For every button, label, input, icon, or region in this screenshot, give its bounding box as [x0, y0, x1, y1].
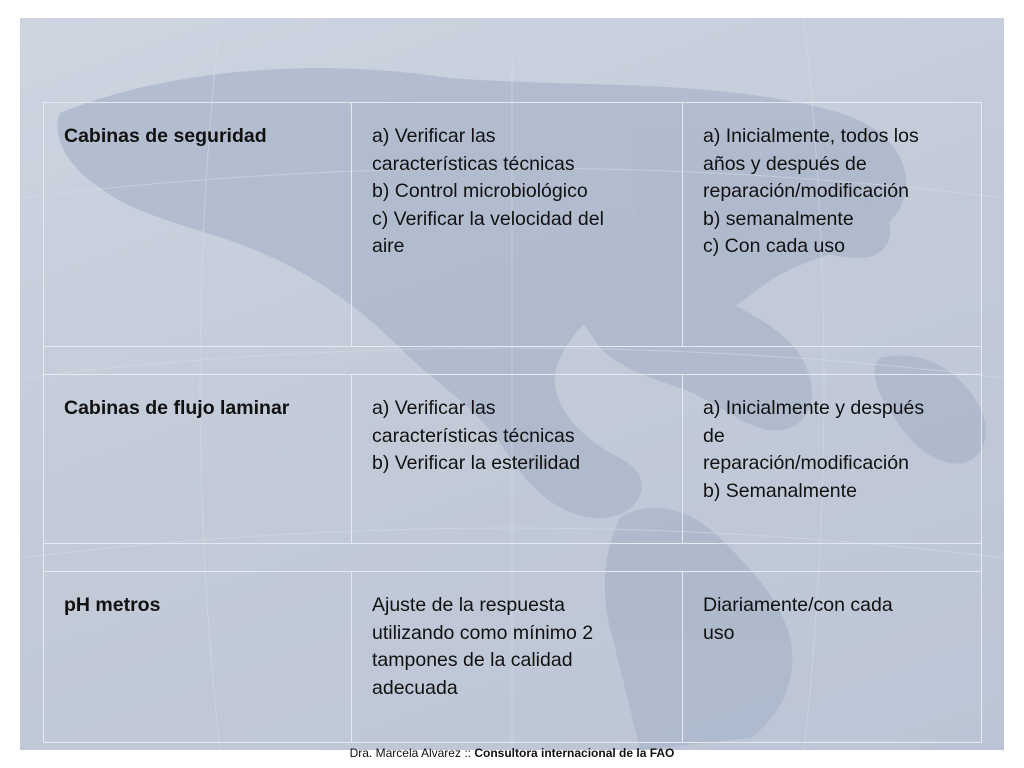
action-line: utilizando como mínimo 2 — [372, 621, 594, 644]
frequency-line: de — [703, 424, 725, 447]
equipment-cell — [44, 572, 352, 743]
frequency-line: reparación/modificación — [703, 180, 909, 202]
frequency-cell — [683, 103, 982, 347]
footer-organization: Consultora internacional de la FAO — [474, 746, 675, 760]
table-row — [44, 375, 982, 544]
spacer-row — [44, 544, 982, 572]
action-line: a) Verificar las — [372, 397, 496, 419]
spacer-cell — [44, 544, 982, 572]
action-line: tampones de la calidad — [372, 649, 573, 671]
actions-cell — [352, 103, 683, 347]
maintenance-table — [43, 102, 982, 743]
footer — [0, 746, 1024, 760]
frequency-cell — [683, 375, 982, 544]
action-line: características técnicas — [372, 424, 575, 447]
frequency-line: Diariamente/con cada — [703, 594, 893, 616]
slide — [20, 18, 1004, 750]
frequency-line: años y después de — [703, 152, 867, 175]
action-line: a) Verificar las — [372, 125, 496, 147]
frequency-line: a) Inicialmente, todos los — [703, 125, 919, 147]
table-row — [44, 103, 982, 347]
footer-author: Dra. Marcela Alvarez — [349, 746, 461, 760]
action-line: características técnicas — [372, 152, 575, 175]
equipment-cell — [44, 375, 352, 544]
action-line: b) Verificar la esterilidad — [372, 452, 581, 474]
equipment-cell — [44, 103, 352, 347]
footer-separator: :: — [464, 746, 471, 760]
action-line: aire — [372, 235, 405, 257]
frequency-cell — [683, 572, 982, 743]
spacer-cell — [44, 347, 982, 375]
equipment-name: pH metros — [64, 594, 161, 616]
spacer-row — [44, 347, 982, 375]
frequency-line: b) Semanalmente — [703, 479, 857, 502]
equipment-name: Cabinas de seguridad — [64, 125, 267, 147]
equipment-name: Cabinas de flujo laminar — [64, 397, 290, 419]
frequency-line: uso — [703, 621, 735, 644]
frequency-line: b) semanalmente — [703, 207, 854, 230]
action-line: Ajuste de la respuesta — [372, 594, 565, 616]
table-row — [44, 572, 982, 743]
action-line: c) Verificar la velocidad del — [372, 207, 604, 230]
frequency-line: a) Inicialmente y después — [703, 397, 925, 419]
actions-cell — [352, 375, 683, 544]
frequency-line: reparación/modificación — [703, 452, 909, 474]
action-line: b) Control microbiológico — [372, 180, 588, 202]
frequency-line: c) Con cada uso — [703, 235, 845, 257]
actions-cell — [352, 572, 683, 743]
action-line: adecuada — [372, 676, 458, 699]
